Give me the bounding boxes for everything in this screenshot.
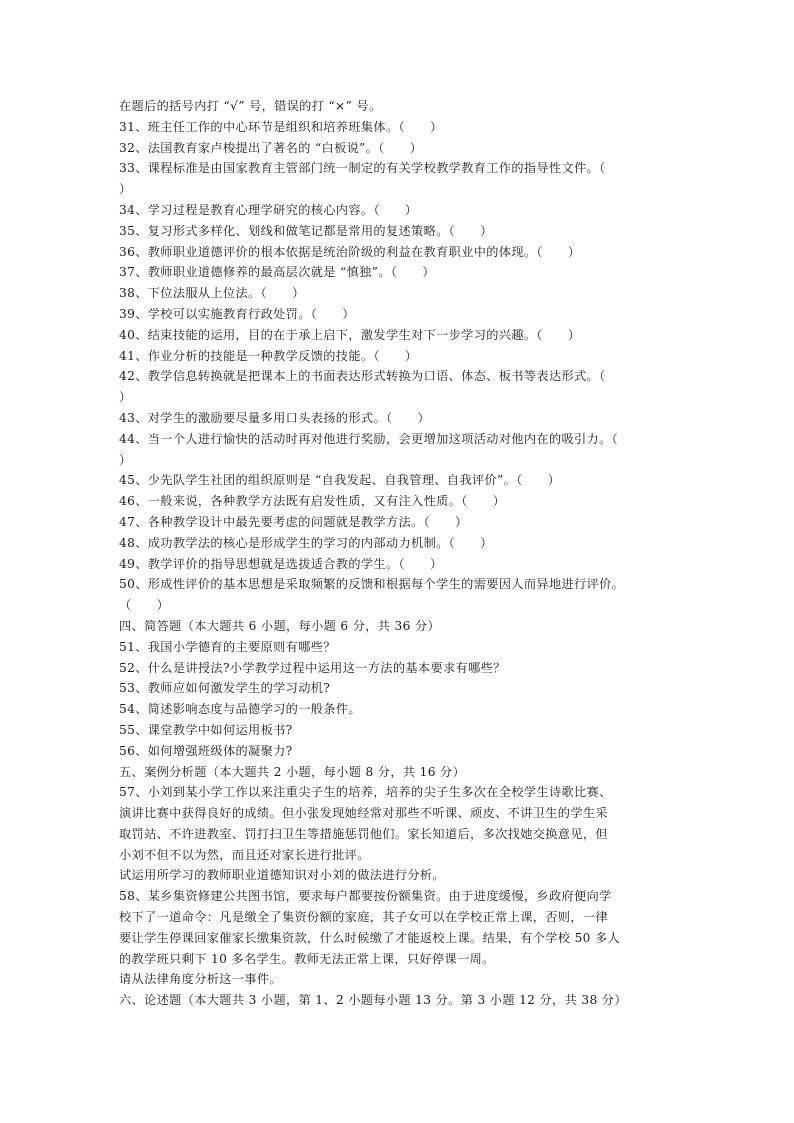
question-48: 48、成功教学法的核心是形成学生的学习的内部动力机制。（ ） — [119, 535, 493, 550]
question-33: 33、课程标准是由国家教育主管部门统一制定的有关学校教学教育工作的指导性文件。（ — [119, 161, 606, 176]
question-54: 54、简述影响态度与品德学习的一般条件。 — [119, 702, 361, 717]
question-58-line-2: 校下了一道命令：凡是缴全了集资份额的家庭，其子女可以在学校正常上课，否则，一律 — [119, 910, 608, 925]
question-57-line-3: 取罚站、不许进教室、罚打扫卫生等措施惩罚他们。家长知道后，多次找她交换意见，但 — [119, 826, 608, 841]
question-53: 53、教师应如何激发学生的学习动机? — [119, 681, 331, 696]
question-57-line-4: 小刘不但不以为然，而且还对家长进行批评。 — [119, 847, 370, 862]
question-52: 52、什么是讲授法?小学教学过程中运用这一方法的基本要求有哪些？ — [119, 660, 506, 675]
question-40: 40、结束技能的运用，目的在于承上启下，激发学生对下一步学习的兴趣。（ ） — [119, 327, 581, 342]
question-47: 47、各种教学设计中最先要考虑的问题就是教学方法。（ ） — [119, 514, 468, 529]
question-35: 35、复习形式多样化、划线和做笔记都是常用的复述策略。（ ） — [119, 223, 493, 238]
question-57-line-2: 演讲比赛中获得良好的成绩。但小张发现她经常对那些不听课、顽皮、不讲卫生的学生采 — [119, 806, 608, 821]
question-44-cont: ） — [119, 452, 132, 467]
instruction-line: 在题后的括号内打 “√” 号，错误的打 “×” 号。 — [119, 99, 382, 113]
question-43: 43、对学生的激励要尽量多用口头表扬的形式。（ ） — [119, 410, 431, 425]
question-56: 56、如何增强班级体的凝聚力? — [119, 743, 293, 758]
section-heading-short-answer: 四、简答题（本大题共 6 小题，每小题 6 分，共 36 分） — [119, 618, 441, 633]
question-42: 42、教学信息转换就是把课本上的书面表达形式转换为口语、体态、板书等表达形式。（ — [119, 369, 606, 384]
question-45: 45、少先队学生社团的组织原则是 “自我发起、自我管理、自我评价”。（ ） — [119, 473, 561, 488]
section-heading-case-analysis: 五、案例分析题（本大题共 2 小题，每小题 8 分，共 16 分） — [119, 764, 466, 779]
question-58-prompt: 请从法律角度分析这一事件。 — [119, 972, 282, 987]
question-57-line-1: 57、小刘到某小学工作以来注重尖子生的培养，培养的尖子生多次在全校学生诗歌比赛、 — [119, 785, 612, 800]
question-38: 38、下位法服从上位法。（ ） — [119, 286, 305, 301]
question-41: 41、作业分析的技能是一种教学反馈的技能。（ ） — [119, 348, 418, 363]
question-32: 32、法国教育家卢梭提出了著名的 “白板说”。（ ） — [119, 140, 423, 155]
question-50-cont: （ ） — [119, 598, 170, 613]
question-46: 46、一般来说，各种教学方法既有启发性质，又有注入性质。（ ） — [119, 494, 506, 509]
document-page — [119, 96, 679, 1011]
question-44: 44、当一个人进行愉快的活动时再对他进行奖励，会更增加这项活动对他内在的吸引力。（ — [119, 431, 619, 446]
question-31: 31、班主任工作的中心环节是组织和培养班集体。（ ） — [119, 119, 443, 134]
question-58-line-1: 58、某乡集资修建公共图书馆，要求每户都要按份额集资。由于进度缓慢，乡政府便向学 — [119, 889, 612, 904]
question-55: 55、课堂教学中如何运用板书? — [119, 722, 293, 737]
question-50: 50、形成性评价的基本思想是采取频繁的反馈和根据每个学生的需要因人而异地进行评价。 — [119, 577, 625, 592]
question-33-cont: ） — [119, 182, 132, 197]
question-37: 37、教师职业道德修养的最高层次就是 “慎独”。（ ） — [119, 265, 435, 280]
question-34: 34、学习过程是教育心理学研究的核心内容。（ ） — [119, 202, 418, 217]
question-51: 51、我国小学德育的主要原则有哪些？ — [119, 639, 336, 654]
question-58-line-3: 要让学生停课回家催家长缴集资款，什么时候缴了才能返校上课。结果，有个学校 50 多人 — [119, 930, 621, 945]
question-36: 36、教师职业道德评价的根本依据是统治阶级的利益在教育职业中的体现。（ ） — [119, 244, 581, 259]
question-58-line-4: 的教学班只剩下 10 多名学生。教师无法正常上课，只好停课一周。 — [119, 951, 495, 966]
question-57-prompt: 试运用所学习的教师职业道德知识对小刘的做法进行分析。 — [119, 868, 445, 883]
question-42-cont: ） — [119, 390, 132, 405]
question-49: 49、教学评价的指导思想就是选拔适合教的学生。（ ） — [119, 556, 443, 571]
question-39: 39、学校可以实施教育行政处罚。（ ） — [119, 306, 355, 321]
section-heading-essay: 六、论述题（本大题共 3 小题，第 1、2 小题每小题 13 分。第 3 小题 12 分，共 38 分） — [119, 993, 627, 1008]
